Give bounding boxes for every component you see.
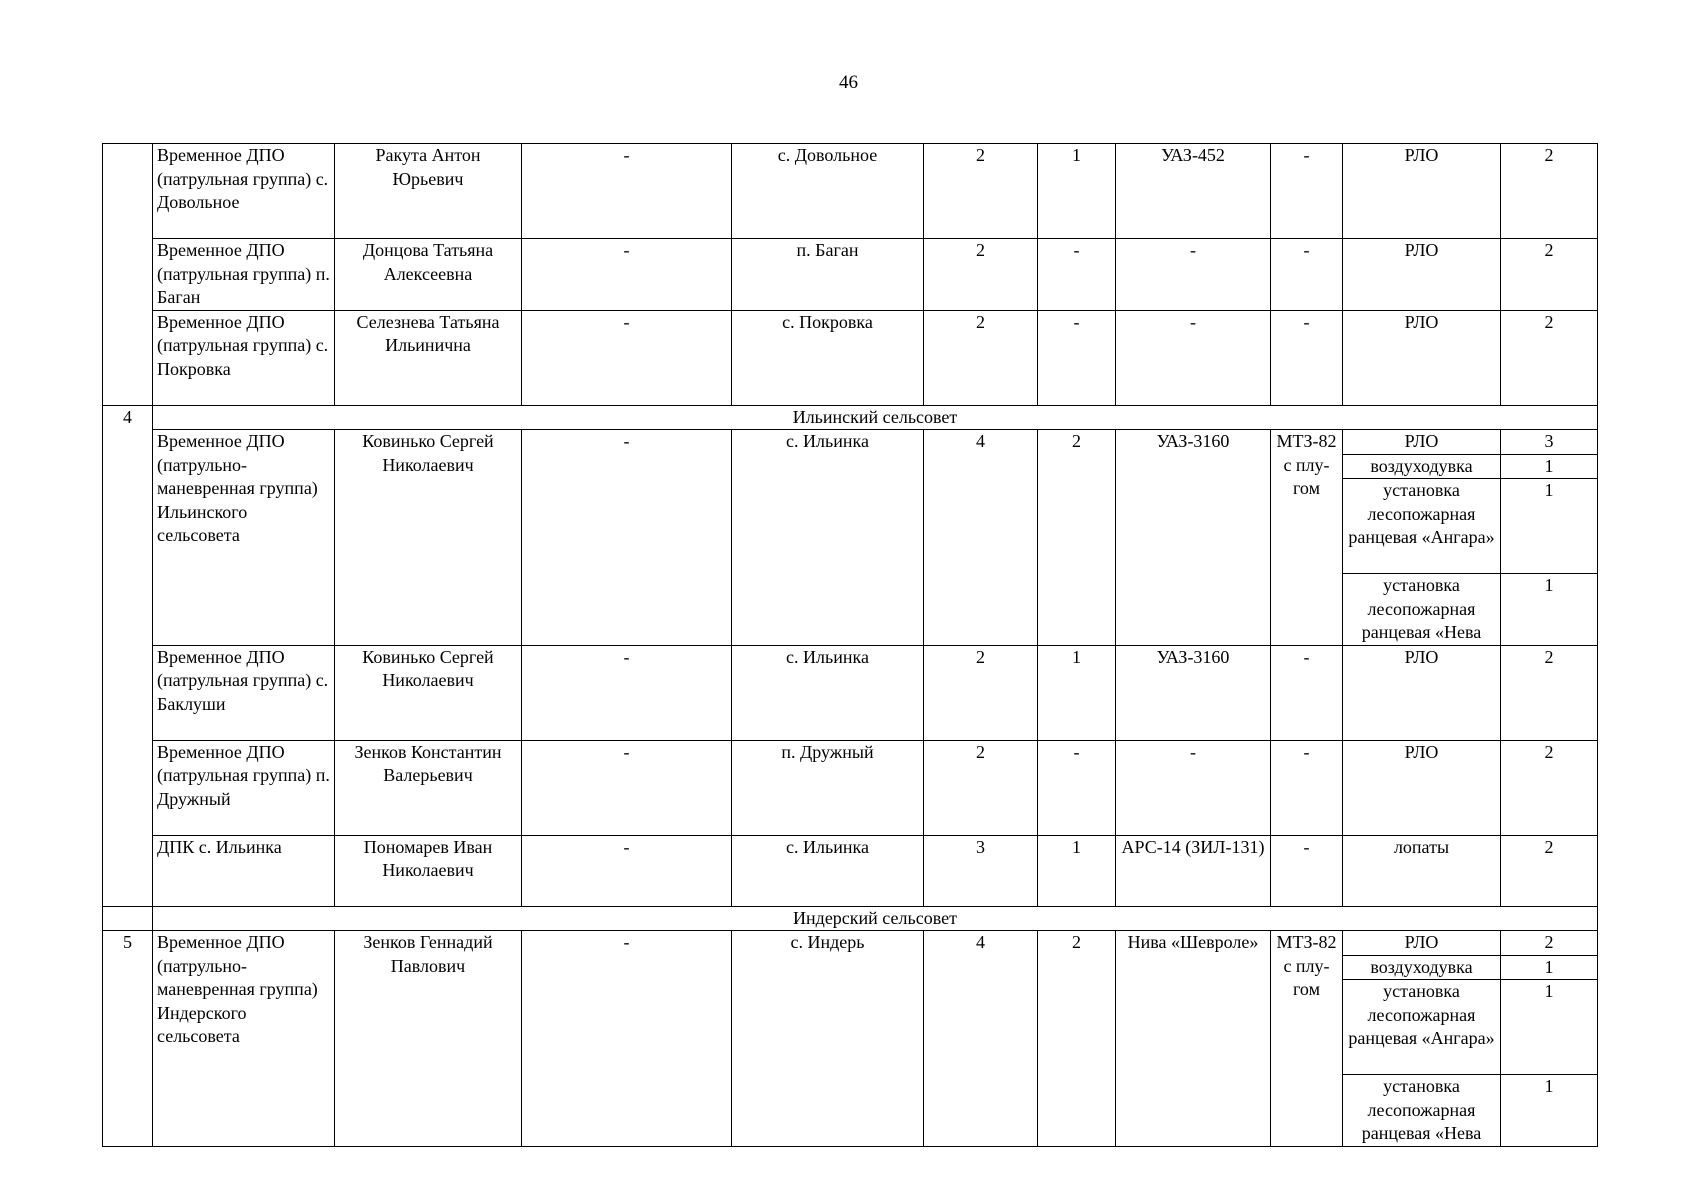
table-row — [103, 310, 1598, 405]
page-number: 46 — [839, 72, 858, 93]
fire-units-table — [102, 143, 1598, 1147]
location-cell: с. Ильинка — [732, 835, 924, 906]
section-row — [103, 906, 1598, 931]
head-cell: Пономарев Иван Николаевич — [335, 835, 522, 906]
vehicles-cell: - — [1038, 239, 1116, 311]
qty-cell: 3 — [1501, 430, 1598, 455]
vehicle-type-cell: Нива «Шевроле» — [1116, 931, 1271, 1147]
tractor-cell: МТЗ-82 с плу-гом — [1271, 430, 1343, 646]
qty-cell: 1 — [1501, 454, 1598, 479]
phone-cell: - — [522, 310, 732, 405]
unit-cell: Временное ДПО (патрульно-маневренная группа) Индерского сельсовета — [153, 931, 335, 1147]
table-row — [103, 239, 1598, 311]
head-cell: Селезнева Татьяна Ильинична — [335, 310, 522, 405]
people-cell: 2 — [924, 144, 1038, 239]
table-row — [103, 430, 1598, 455]
section-row — [103, 405, 1598, 430]
unit-cell: Временное ДПО (патрульно-маневренная группа) Ильинского сельсовета — [153, 430, 335, 646]
vehicles-cell: 2 — [1038, 931, 1116, 1147]
section-number: 4 — [103, 405, 153, 906]
phone-cell: - — [522, 931, 732, 1147]
qty-cell: 1 — [1501, 955, 1598, 980]
unit-cell: Временное ДПО (патрульная группа) п. Дружный — [153, 740, 335, 835]
people-cell: 2 — [924, 740, 1038, 835]
location-cell: п. Дружный — [732, 740, 924, 835]
equipment-cell: РЛО — [1343, 645, 1501, 740]
equipment-cell: установка лесопожарная ранцевая «Нева — [1343, 1075, 1501, 1147]
tractor-cell: - — [1271, 310, 1343, 405]
qty-cell: 1 — [1501, 574, 1598, 646]
qty-cell: 2 — [1501, 144, 1598, 239]
vehicles-cell: - — [1038, 310, 1116, 405]
head-cell: Зенков Константин Валерьевич — [335, 740, 522, 835]
qty-cell: 2 — [1501, 310, 1598, 405]
equipment-cell: лопаты — [1343, 835, 1501, 906]
unit-cell: Временное ДПО (патрульная группа) с. Довольное — [153, 144, 335, 239]
table-row — [103, 835, 1598, 906]
head-cell: Ковинько Сергей Николаевич — [335, 645, 522, 740]
head-cell: Ракута Антон Юрьевич — [335, 144, 522, 239]
equipment-cell: воздуходувка — [1343, 454, 1501, 479]
table-row — [103, 931, 1598, 956]
equipment-cell: установка лесопожарная ранцевая «Нева — [1343, 574, 1501, 646]
vehicle-type-cell: УАЗ-3160 — [1116, 430, 1271, 646]
qty-cell: 1 — [1501, 1075, 1598, 1147]
people-cell: 2 — [924, 310, 1038, 405]
location-cell: п. Баган — [732, 239, 924, 311]
tractor-cell: - — [1271, 239, 1343, 311]
head-cell: Донцова Татьяна Алексеевна — [335, 239, 522, 311]
section-title: Индерский сельсовет — [153, 906, 1598, 931]
phone-cell: - — [522, 835, 732, 906]
qty-cell: 2 — [1501, 740, 1598, 835]
vehicles-cell: 1 — [1038, 645, 1116, 740]
unit-cell: Временное ДПО (патрульная группа) с. Покровка — [153, 310, 335, 405]
table-row — [103, 144, 1598, 239]
location-cell: с. Довольное — [732, 144, 924, 239]
vehicle-type-cell: - — [1116, 310, 1271, 405]
tractor-cell: - — [1271, 740, 1343, 835]
vehicle-type-cell: УАЗ-3160 — [1116, 645, 1271, 740]
number-cell — [103, 144, 153, 406]
qty-cell: 2 — [1501, 931, 1598, 956]
tractor-cell: - — [1271, 645, 1343, 740]
vehicles-cell: - — [1038, 740, 1116, 835]
vehicle-type-cell: УАЗ-452 — [1116, 144, 1271, 239]
location-cell: с. Ильинка — [732, 430, 924, 646]
equipment-cell: РЛО — [1343, 310, 1501, 405]
qty-cell: 2 — [1501, 835, 1598, 906]
vehicles-cell: 1 — [1038, 835, 1116, 906]
tractor-cell: - — [1271, 835, 1343, 906]
equipment-cell: РЛО — [1343, 239, 1501, 311]
number-cell — [103, 906, 153, 931]
unit-cell: ДПК с. Ильинка — [153, 835, 335, 906]
people-cell: 4 — [924, 430, 1038, 646]
vehicle-type-cell: АРС-14 (ЗИЛ-131) — [1116, 835, 1271, 906]
vehicles-cell: 1 — [1038, 144, 1116, 239]
location-cell: с. Индерь — [732, 931, 924, 1147]
qty-cell: 2 — [1501, 239, 1598, 311]
qty-cell: 1 — [1501, 980, 1598, 1075]
vehicles-cell: 2 — [1038, 430, 1116, 646]
people-cell: 2 — [924, 645, 1038, 740]
head-cell: Зенков Геннадий Павлович — [335, 931, 522, 1147]
table-row — [103, 645, 1598, 740]
section-title: Ильинский сельсовет — [153, 405, 1598, 430]
head-cell: Ковинько Сергей Николаевич — [335, 430, 522, 646]
phone-cell: - — [522, 645, 732, 740]
vehicle-type-cell: - — [1116, 740, 1271, 835]
equipment-cell: РЛО — [1343, 430, 1501, 455]
location-cell: с. Ильинка — [732, 645, 924, 740]
table-row — [103, 740, 1598, 835]
phone-cell: - — [522, 144, 732, 239]
equipment-cell: установка лесопожарная ранцевая «Ангара» — [1343, 980, 1501, 1075]
phone-cell: - — [522, 239, 732, 311]
equipment-cell: РЛО — [1343, 144, 1501, 239]
vehicle-type-cell: - — [1116, 239, 1271, 311]
phone-cell: - — [522, 430, 732, 646]
equipment-cell: установка лесопожарная ранцевая «Ангара» — [1343, 479, 1501, 574]
unit-cell: Временное ДПО (патрульная группа) с. Баклуши — [153, 645, 335, 740]
qty-cell: 1 — [1501, 479, 1598, 574]
number-cell: 5 — [103, 931, 153, 1147]
tractor-cell: - — [1271, 144, 1343, 239]
equipment-cell: воздуходувка — [1343, 955, 1501, 980]
people-cell: 2 — [924, 239, 1038, 311]
qty-cell: 2 — [1501, 645, 1598, 740]
tractor-cell: МТЗ-82 с плу-гом — [1271, 931, 1343, 1147]
equipment-cell: РЛО — [1343, 931, 1501, 956]
people-cell: 4 — [924, 931, 1038, 1147]
location-cell: с. Покровка — [732, 310, 924, 405]
phone-cell: - — [522, 740, 732, 835]
equipment-cell: РЛО — [1343, 740, 1501, 835]
people-cell: 3 — [924, 835, 1038, 906]
unit-cell: Временное ДПО (патрульная группа) п. Баган — [153, 239, 335, 311]
